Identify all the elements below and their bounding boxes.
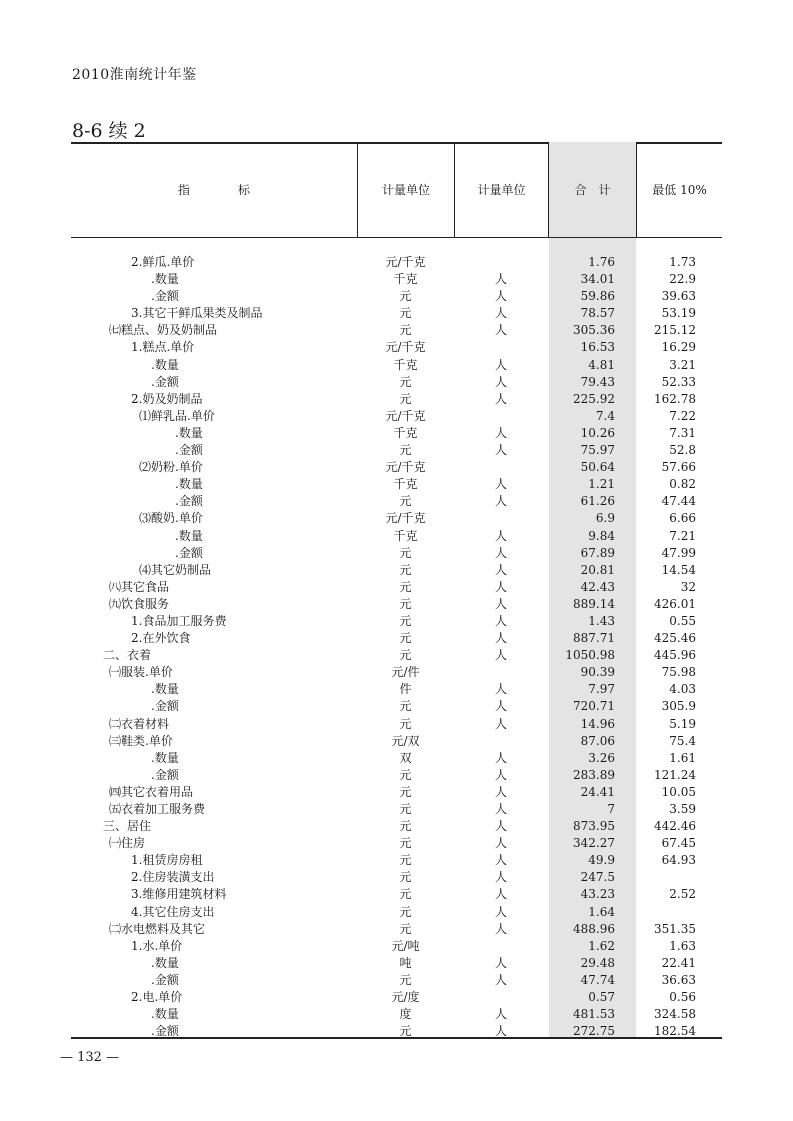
unit1-cell: 元 — [399, 306, 412, 321]
lowest-cell: 47.44 — [661, 494, 696, 509]
total-cell: 247.5 — [580, 870, 615, 885]
total-cell: 75.97 — [580, 443, 615, 458]
indicator-cell: ㈧其它食品 — [109, 579, 170, 594]
unit2-cell: 人 — [494, 699, 507, 714]
total-cell: 7.4 — [595, 408, 615, 423]
lowest-cell: 426.01 — [654, 596, 696, 611]
unit1-cell: 元 — [399, 648, 412, 663]
indicator-cell: .金额 — [175, 494, 203, 509]
indicator-cell: 1.水.单价 — [131, 938, 183, 953]
table-row — [71, 425, 722, 442]
unit1-cell: 元 — [399, 836, 412, 851]
lowest-cell: 351.35 — [654, 921, 696, 936]
table-row — [71, 972, 722, 989]
header-divider — [454, 142, 455, 237]
lowest-cell: 36.63 — [661, 972, 696, 987]
indicator-cell: .数量 — [151, 955, 179, 970]
lowest-cell: 305.9 — [661, 699, 696, 714]
table-row — [71, 510, 722, 527]
lowest-cell: 22.41 — [661, 955, 696, 970]
unit1-cell: 元 — [399, 562, 412, 577]
indicator-cell: ⑶酸奶.单价 — [139, 511, 203, 526]
column-header-indicator: 指 标 — [177, 183, 250, 197]
unit2-cell: 人 — [494, 1024, 507, 1039]
table-row — [71, 767, 722, 784]
unit2-cell: 人 — [494, 1007, 507, 1022]
table-row — [71, 955, 722, 972]
table-row — [71, 989, 722, 1006]
unit2-cell: 人 — [494, 528, 507, 543]
total-cell: 61.26 — [580, 494, 615, 509]
lowest-cell: 2.52 — [669, 887, 696, 902]
lowest-cell: 32 — [680, 579, 696, 594]
unit1-cell: 元/千克 — [385, 511, 426, 526]
table-row — [71, 681, 722, 698]
table-row — [71, 886, 722, 903]
table-row — [71, 288, 722, 305]
table-row — [71, 716, 722, 733]
lowest-cell: 0.56 — [669, 990, 696, 1005]
indicator-cell: 1.租赁房房租 — [131, 853, 203, 868]
unit2-cell: 人 — [494, 716, 507, 731]
unit1-cell: 元 — [399, 631, 412, 646]
lowest-cell: 75.4 — [669, 733, 696, 748]
unit2-cell: 人 — [494, 784, 507, 799]
unit1-cell: 元 — [399, 972, 412, 987]
table-row — [71, 921, 722, 938]
unit1-cell: 千克 — [393, 528, 418, 543]
unit2-cell: 人 — [494, 836, 507, 851]
indicator-cell: 3.维修用建筑材料 — [131, 887, 227, 902]
total-cell: 16.53 — [580, 340, 615, 355]
total-cell: 24.41 — [580, 784, 615, 799]
unit1-cell: 元 — [399, 374, 412, 389]
indicator-cell: .数量 — [175, 477, 203, 492]
lowest-cell: 182.54 — [654, 1024, 696, 1039]
indicator-cell: ㈡衣着材料 — [109, 716, 170, 731]
indicator-cell: ㈨饮食服务 — [109, 596, 170, 611]
table-title: 8-6 续 2 — [72, 120, 146, 142]
unit1-cell: 千克 — [393, 477, 418, 492]
lowest-cell: 1.61 — [669, 750, 696, 765]
indicator-cell: .金额 — [151, 1024, 179, 1039]
total-cell: 34.01 — [580, 272, 615, 287]
total-cell: 1.76 — [588, 255, 615, 269]
unit1-cell: 元 — [399, 391, 412, 406]
unit2-cell: 人 — [494, 477, 507, 492]
table-row — [71, 271, 722, 288]
indicator-cell: ㈣其它衣着用品 — [109, 784, 194, 799]
unit2-cell: 人 — [494, 972, 507, 987]
unit1-cell: 元/件 — [391, 665, 420, 680]
table-row — [71, 733, 722, 750]
lowest-cell: 52.33 — [661, 374, 696, 389]
table-row — [71, 408, 722, 425]
total-cell: 481.53 — [573, 1007, 615, 1022]
unit2-cell: 人 — [494, 955, 507, 970]
total-cell: 1.64 — [588, 904, 615, 919]
unit2-cell: 人 — [494, 802, 507, 816]
table-row — [71, 305, 722, 322]
unit1-cell: 元 — [399, 613, 412, 628]
unit1-cell: 元 — [399, 545, 412, 560]
lowest-cell: 0.82 — [669, 477, 696, 492]
lowest-cell: 7.21 — [669, 528, 696, 543]
unit1-cell: 元/千克 — [385, 408, 426, 423]
indicator-cell: ㈡水电燃料及其它 — [109, 921, 206, 936]
page-number: — 132 — — [60, 1050, 120, 1065]
total-cell: 7 — [607, 802, 615, 816]
table-row — [71, 322, 722, 339]
unit1-cell: 元 — [399, 596, 412, 611]
unit2-cell: 人 — [494, 289, 507, 304]
unit1-cell: 元/吨 — [391, 938, 420, 953]
table-row — [71, 852, 722, 869]
unit1-cell: 元 — [399, 784, 412, 799]
indicator-cell: 2.电.单价 — [131, 990, 183, 1005]
table-row — [71, 528, 722, 545]
unit2-cell: 人 — [494, 443, 507, 458]
indicator-cell: 4.其它住房支出 — [131, 904, 215, 919]
unit2-cell: 人 — [494, 562, 507, 577]
lowest-cell: 1.73 — [669, 255, 696, 269]
total-cell: 59.86 — [580, 289, 615, 304]
column-header-lowest: 最低 10% — [652, 183, 707, 197]
table-row — [71, 442, 722, 459]
indicator-cell: .数量 — [151, 1007, 179, 1022]
indicator-cell: .数量 — [151, 357, 179, 372]
unit2-cell: 人 — [494, 374, 507, 389]
table-row — [71, 938, 722, 955]
unit2-cell: 人 — [494, 767, 507, 782]
unit1-cell: 元/千克 — [385, 340, 426, 355]
indicator-cell: ㈤衣着加工服务费 — [109, 802, 206, 816]
table-row — [71, 647, 722, 664]
statistics-table — [71, 142, 722, 1039]
unit1-cell: 千克 — [393, 357, 418, 372]
total-cell: 50.64 — [580, 460, 615, 475]
table-body — [71, 254, 722, 1040]
lowest-cell: 162.78 — [654, 391, 696, 406]
unit1-cell: 元 — [399, 443, 412, 458]
table-row — [71, 630, 722, 647]
lowest-cell: 7.31 — [669, 425, 696, 440]
unit2-cell: 人 — [494, 819, 507, 834]
indicator-cell: .数量 — [175, 528, 203, 543]
column-header-total: 合 计 — [549, 142, 636, 237]
table-row — [71, 904, 722, 921]
indicator-cell: .金额 — [175, 443, 203, 458]
unit1-cell: 元 — [399, 494, 412, 509]
lowest-cell: 14.54 — [661, 562, 696, 577]
table-row — [71, 391, 722, 408]
indicator-cell: 1.糕点.单价 — [131, 340, 195, 355]
unit2-cell: 人 — [494, 494, 507, 509]
lowest-cell: 5.19 — [669, 716, 696, 731]
total-cell: 10.26 — [580, 425, 615, 440]
total-cell: 90.39 — [580, 665, 615, 680]
unit2-cell: 人 — [494, 579, 507, 594]
table-row — [71, 374, 722, 391]
indicator-cell: .金额 — [151, 972, 179, 987]
unit2-cell: 人 — [494, 853, 507, 868]
header-divider — [357, 142, 358, 237]
unit1-cell: 元 — [399, 802, 412, 816]
lowest-cell: 16.29 — [661, 340, 696, 355]
unit1-cell: 元 — [399, 904, 412, 919]
indicator-cell: .数量 — [151, 272, 179, 287]
indicator-cell: .数量 — [175, 425, 203, 440]
unit1-cell: 元 — [399, 699, 412, 714]
table-row — [71, 1006, 722, 1023]
total-cell: 1.43 — [588, 613, 615, 628]
total-cell: 0.57 — [588, 990, 615, 1005]
total-cell: 87.06 — [580, 733, 615, 748]
indicator-cell: 2.奶及奶制品 — [131, 391, 203, 406]
unit1-cell: 元 — [399, 289, 412, 304]
indicator-cell: 1.食品加工服务费 — [131, 613, 227, 628]
unit1-cell: 元 — [399, 887, 412, 902]
unit2-cell: 人 — [494, 887, 507, 902]
total-cell: 49.9 — [588, 853, 615, 868]
unit1-cell: 度 — [399, 1007, 412, 1022]
total-cell: 9.84 — [588, 528, 615, 543]
table-row — [71, 254, 722, 271]
unit1-cell: 元 — [399, 1024, 412, 1039]
lowest-cell: 67.45 — [661, 836, 696, 851]
indicator-cell: .数量 — [151, 750, 179, 765]
unit1-cell: 元 — [399, 870, 412, 885]
indicator-cell: 2.住房装潢支出 — [131, 870, 215, 885]
unit1-cell: 千克 — [393, 425, 418, 440]
unit1-cell: 元/双 — [391, 733, 420, 748]
indicator-cell: .金额 — [151, 767, 179, 782]
unit1-cell: 元 — [399, 323, 412, 338]
indicator-cell: .金额 — [151, 699, 179, 714]
lowest-cell: 75.98 — [661, 665, 696, 680]
table-row — [71, 698, 722, 715]
lowest-cell: 52.8 — [669, 443, 696, 458]
total-cell: 7.97 — [588, 682, 615, 697]
header-divider — [636, 142, 637, 237]
column-header-unit2: 计量单位 — [477, 183, 526, 197]
total-cell: 283.89 — [573, 767, 615, 782]
indicator-cell: .金额 — [175, 545, 203, 560]
unit2-cell: 人 — [494, 870, 507, 885]
table-row — [71, 750, 722, 767]
total-cell: 43.23 — [580, 887, 615, 902]
total-cell: 272.75 — [573, 1024, 615, 1039]
table-row — [71, 545, 722, 562]
lowest-cell: 6.66 — [669, 511, 696, 526]
total-cell: 889.14 — [573, 596, 615, 611]
unit1-cell: 元 — [399, 921, 412, 936]
unit2-cell: 人 — [494, 904, 507, 919]
indicator-cell: 2.鲜瓜.单价 — [131, 255, 195, 269]
unit2-cell: 人 — [494, 648, 507, 663]
total-cell: 887.71 — [573, 631, 615, 646]
lowest-cell: 47.99 — [661, 545, 696, 560]
total-cell: 79.43 — [580, 374, 615, 389]
lowest-cell: 4.03 — [669, 682, 696, 697]
indicator-cell: 三、居住 — [103, 819, 152, 834]
table-row — [71, 562, 722, 579]
total-cell: 225.92 — [573, 391, 615, 406]
unit1-cell: 元 — [399, 579, 412, 594]
unit2-cell: 人 — [494, 596, 507, 611]
unit1-cell: 元 — [399, 819, 412, 834]
lowest-cell: 53.19 — [661, 306, 696, 321]
total-cell: 305.36 — [573, 323, 615, 338]
total-cell: 488.96 — [573, 921, 615, 936]
unit1-cell: 元/度 — [391, 990, 420, 1005]
total-cell: 342.27 — [573, 836, 615, 851]
unit1-cell: 吨 — [399, 955, 412, 970]
total-cell: 47.74 — [580, 972, 615, 987]
lowest-cell: 22.9 — [669, 272, 696, 287]
lowest-cell: 3.59 — [669, 802, 696, 816]
lowest-cell: 0.55 — [669, 613, 696, 628]
lowest-cell: 10.05 — [661, 784, 696, 799]
table-row — [71, 784, 722, 801]
lowest-cell: 442.46 — [654, 819, 696, 834]
total-cell: 720.71 — [573, 699, 615, 714]
lowest-cell: 445.96 — [654, 648, 696, 663]
indicator-cell: ⑴鲜乳品.单价 — [139, 408, 215, 423]
unit2-cell: 人 — [494, 921, 507, 936]
table-row — [71, 664, 722, 681]
indicator-cell: 2.在外饮食 — [131, 631, 191, 646]
table-row — [71, 1023, 722, 1040]
indicator-cell: ㈠住房 — [109, 836, 146, 851]
total-cell: 29.48 — [580, 955, 615, 970]
unit1-cell: 千克 — [393, 272, 418, 287]
unit2-cell: 人 — [494, 545, 507, 560]
lowest-cell: 324.58 — [654, 1007, 696, 1022]
total-cell: 78.57 — [580, 306, 615, 321]
unit1-cell: 元 — [399, 853, 412, 868]
table-row — [71, 596, 722, 613]
lowest-cell: 215.12 — [654, 323, 696, 338]
lowest-cell: 1.63 — [669, 938, 696, 953]
table-row — [71, 818, 722, 835]
total-cell: 1.21 — [588, 477, 615, 492]
lowest-cell: 39.63 — [661, 289, 696, 304]
unit2-cell: 人 — [494, 425, 507, 440]
lowest-cell: 425.46 — [654, 631, 696, 646]
table-row — [71, 459, 722, 476]
total-cell: 20.81 — [580, 562, 615, 577]
lowest-cell: 3.21 — [669, 357, 696, 372]
unit1-cell: 元/千克 — [385, 255, 426, 269]
total-cell: 42.43 — [580, 579, 615, 594]
indicator-cell: .数量 — [151, 682, 179, 697]
table-row — [71, 869, 722, 886]
unit2-cell: 人 — [494, 631, 507, 646]
indicator-cell: .金额 — [151, 289, 179, 304]
indicator-cell: ㈢鞋类.单价 — [109, 733, 173, 748]
table-row — [71, 357, 722, 374]
header-divider — [548, 142, 549, 237]
total-cell: 3.26 — [588, 750, 615, 765]
table-row — [71, 801, 722, 818]
table-row — [71, 613, 722, 630]
unit2-cell: 人 — [494, 682, 507, 697]
total-cell: 6.9 — [595, 511, 615, 526]
unit1-cell: 件 — [399, 682, 412, 697]
total-cell: 873.95 — [573, 819, 615, 834]
total-cell: 14.96 — [580, 716, 615, 731]
unit1-cell: 元 — [399, 716, 412, 731]
unit1-cell: 元 — [399, 767, 412, 782]
indicator-cell: ㈠服装.单价 — [109, 665, 173, 680]
indicator-cell: ⑷其它奶制品 — [139, 562, 212, 577]
total-cell: 1050.98 — [565, 648, 615, 663]
indicator-cell: ㈦糕点、奶及奶制品 — [109, 323, 218, 338]
unit2-cell: 人 — [494, 323, 507, 338]
indicator-cell: .金额 — [151, 374, 179, 389]
table-row — [71, 476, 722, 493]
column-header-unit1: 计量单位 — [381, 183, 430, 197]
table-header-rule — [71, 237, 722, 238]
indicator-cell: 3.其它干鲜瓜果类及制品 — [131, 306, 263, 321]
unit2-cell: 人 — [494, 391, 507, 406]
table-row — [71, 339, 722, 356]
unit2-cell: 人 — [494, 613, 507, 628]
lowest-cell: 64.93 — [661, 853, 696, 868]
unit2-cell: 人 — [494, 272, 507, 287]
unit2-cell: 人 — [494, 357, 507, 372]
unit2-cell: 人 — [494, 306, 507, 321]
unit2-cell: 人 — [494, 750, 507, 765]
lowest-cell: 7.22 — [669, 408, 696, 423]
unit1-cell: 双 — [399, 750, 412, 765]
total-cell: 67.89 — [580, 545, 615, 560]
running-header: 2010淮南统计年鉴 — [72, 67, 197, 83]
lowest-cell: 57.66 — [661, 460, 696, 475]
table-row — [71, 493, 722, 510]
indicator-cell: 二、衣着 — [103, 648, 152, 663]
lowest-cell: 121.24 — [654, 767, 696, 782]
total-cell: 4.81 — [588, 357, 615, 372]
total-cell: 1.62 — [588, 938, 615, 953]
table-row — [71, 579, 722, 596]
table-row — [71, 835, 722, 852]
unit1-cell: 元/千克 — [385, 460, 426, 475]
indicator-cell: ⑵奶粉.单价 — [139, 460, 203, 475]
